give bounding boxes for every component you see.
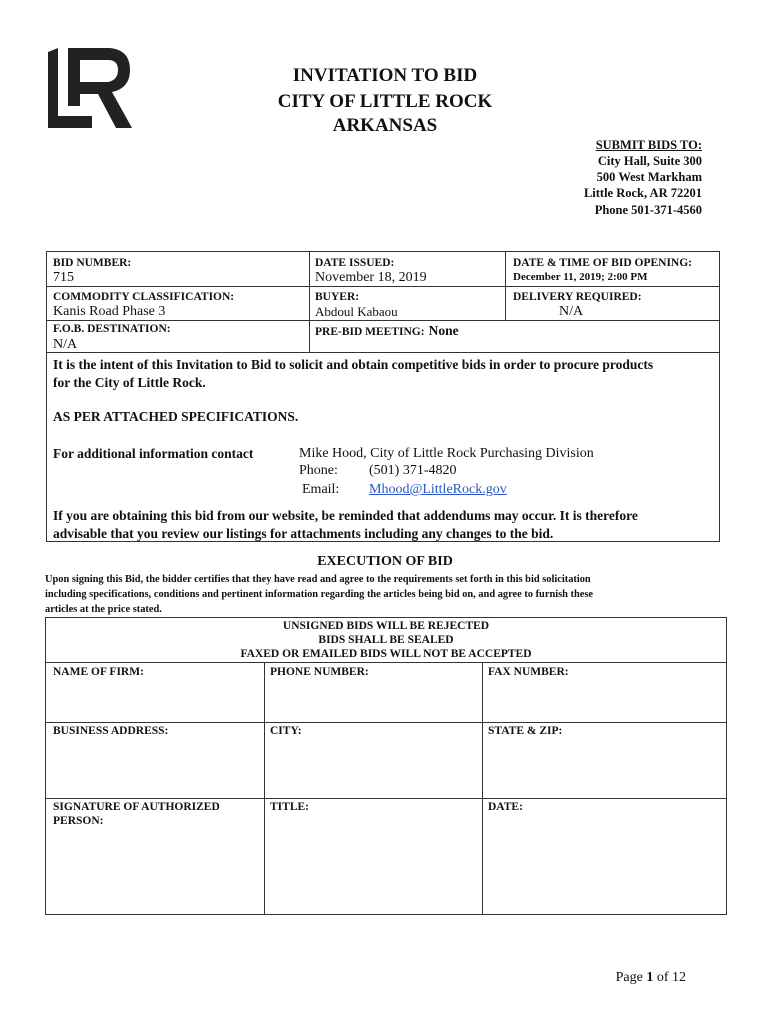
date-field[interactable]: DATE:	[488, 801, 523, 813]
page-prefix: Page	[615, 970, 643, 985]
prebid-meeting	[315, 322, 459, 340]
commodity-label: COMMODITY CLASSIFICATION:	[53, 291, 235, 303]
fob-label: F.O.B. DESTINATION:	[53, 323, 171, 335]
row-divider	[46, 798, 726, 799]
execution-title: EXECUTION OF BID	[317, 554, 453, 569]
page-current: 1	[646, 970, 654, 985]
website-line-2: advisable that you review our listings for attachments including any changes to the bid.	[53, 526, 554, 541]
execution-table	[45, 617, 727, 915]
submit-line-2: 500 West Markham	[596, 170, 702, 184]
specifications-note: AS PER ATTACHED SPECIFICATIONS.	[53, 409, 299, 424]
business-address-field[interactable]: BUSINESS ADDRESS:	[53, 725, 169, 737]
contact-email-label: Email:	[302, 482, 340, 497]
notice-unsigned: UNSIGNED BIDS WILL BE REJECTED	[282, 620, 490, 632]
fob-value: N/A	[53, 337, 78, 352]
date-issued-value: November 18, 2019	[315, 270, 427, 285]
signature-field-label-2[interactable]: PERSON:	[53, 815, 104, 827]
submit-line-3: Little Rock, AR 72201	[583, 186, 702, 200]
bid-info-table	[46, 251, 720, 542]
submit-heading: SUBMIT BIDS TO:	[595, 138, 702, 152]
contact-email-link[interactable]: Mhood@LittleRock.gov	[369, 482, 507, 497]
contact-phone-label: Phone:	[299, 463, 338, 478]
name-of-firm-field[interactable]: NAME OF FIRM:	[53, 666, 144, 678]
submit-line-1: City Hall, Suite 300	[597, 154, 702, 168]
execution-text-line-3: articles at the price stated.	[45, 604, 162, 615]
buyer-label: BUYER:	[315, 291, 360, 303]
execution-text-line-1: Upon signing this Bid, the bidder certifies that they have read and agree to the requirements set forth in this bid solicitation	[45, 574, 591, 585]
row-divider	[47, 286, 719, 287]
title-line-1: INVITATION TO BID	[292, 65, 478, 86]
title-line-2: CITY OF LITTLE ROCK	[277, 91, 493, 112]
row-divider	[46, 722, 726, 723]
contact-name: Mike Hood, City of Little Rock Purchasing Division	[299, 446, 594, 461]
col-divider	[505, 252, 506, 320]
commodity-value: Kanis Road Phase 3	[53, 304, 166, 319]
execution-text-line-2: including specifications, conditions and pertinent information regarding the articles being bid on, and agree to furnish these	[45, 589, 594, 600]
intent-line-1: It is the intent of this Invitation to Bid to solicit and obtain competitive bids in order to procure products	[53, 357, 654, 372]
row-divider	[46, 662, 726, 663]
delivery-label: DELIVERY REQUIRED:	[513, 291, 642, 303]
date-issued-label: DATE ISSUED:	[315, 257, 395, 269]
fax-number-field[interactable]: FAX NUMBER:	[488, 666, 569, 678]
state-zip-field[interactable]: STATE & ZIP:	[488, 725, 563, 737]
title-line-3: ARKANSAS	[332, 115, 438, 136]
bid-opening-value: December 11, 2019; 2:00 PM	[513, 271, 648, 283]
bid-opening-label: DATE & TIME OF BID OPENING:	[513, 257, 693, 269]
row-divider	[47, 352, 719, 353]
page-total: of 12	[656, 970, 686, 985]
contact-label: For additional information contact	[53, 446, 254, 461]
col-divider	[264, 662, 265, 914]
page-number	[616, 970, 686, 986]
notice-faxed: FAXED OR EMAILED BIDS WILL NOT BE ACCEPTED	[240, 648, 532, 660]
delivery-value: N/A	[559, 304, 584, 319]
phone-number-field[interactable]: PHONE NUMBER:	[270, 666, 369, 678]
submit-line-4: Phone 501-371-4560	[594, 203, 702, 217]
intent-line-2: for the City of Little Rock.	[53, 375, 206, 390]
row-divider	[47, 320, 719, 321]
contact-phone: (501) 371-4820	[369, 463, 457, 478]
bid-number-value: 715	[53, 270, 74, 285]
title-field[interactable]: TITLE:	[270, 801, 309, 813]
notice-sealed: BIDS SHALL BE SEALED	[318, 634, 454, 646]
prebid-value: None	[428, 323, 459, 338]
buyer-value: Abdoul Kabaou	[315, 304, 398, 319]
city-field[interactable]: CITY:	[270, 725, 302, 737]
bid-number-label: BID NUMBER:	[53, 257, 132, 269]
col-divider	[482, 662, 483, 914]
website-line-1: If you are obtaining this bid from our website, be reminded that addendums may occur. It is therefore	[53, 508, 638, 523]
col-divider	[309, 252, 310, 352]
signature-field-label-1[interactable]: SIGNATURE OF AUTHORIZED	[53, 801, 220, 813]
prebid-label: PRE-BID MEETING:	[315, 326, 425, 338]
